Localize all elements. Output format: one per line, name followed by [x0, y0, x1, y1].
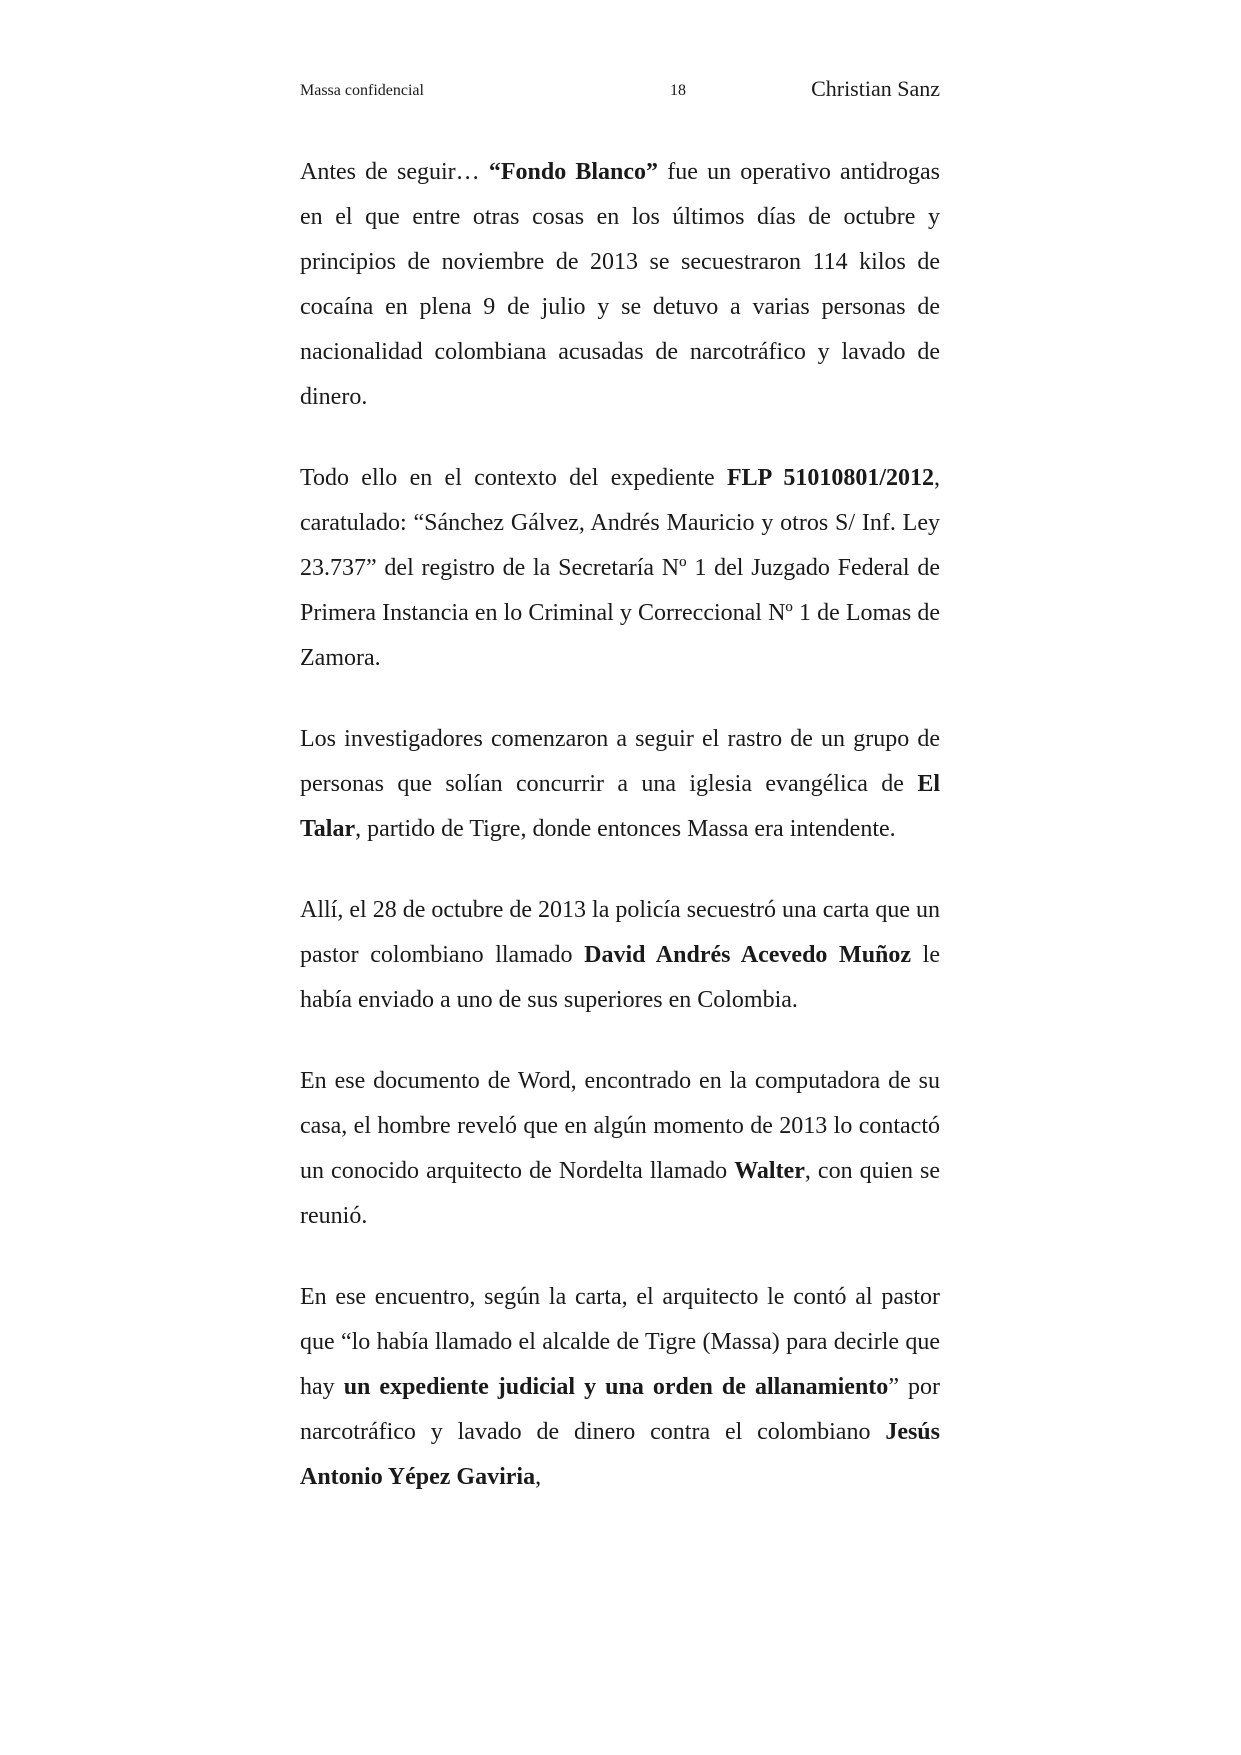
paragraph-text: Todo ello en el contexto del expediente	[300, 465, 728, 491]
paragraph-text: , caratulado: “Sánchez Gálvez, Andrés Mauricio y otros S/ Inf. Ley 23.737” del registro de la Secretaría Nº 1 del Juzgado Federal de Primera Instancia en lo Criminal y Correccional Nº 1 de Lomas de Zamora.	[300, 465, 940, 671]
paragraph-text: ,	[535, 1464, 542, 1490]
paragraph-text: En ese encuentro, según la carta, el arquitecto le contó al pastor que “lo había llamado el alcalde de Tigre (Massa) para decirle que hay	[300, 1284, 940, 1400]
paragraph	[300, 1059, 940, 1239]
bold-text: FLP 51010801/2012	[727, 465, 934, 491]
page-header	[300, 78, 940, 108]
bold-text: un expediente judicial y una orden de allanamiento	[343, 1374, 889, 1400]
paragraph	[300, 717, 940, 852]
bold-text: “Fondo Blanco”	[488, 159, 659, 185]
author-name: Christian Sanz	[811, 76, 940, 101]
paragraph-text: Allí, el 28 de octubre de 2013 la policía secuestró una carta que un pastor colombiano llamado	[300, 897, 940, 968]
bold-text: El Talar	[300, 771, 940, 842]
bold-text: Jesús Antonio Yépez Gaviria	[300, 1419, 940, 1490]
page-number: 18	[670, 82, 686, 99]
paragraph	[300, 456, 940, 681]
paragraph-text: fue un operativo antidrogas en el que entre otras cosas en los últimos días de octubre y principios de noviembre de 2013 se secuestraron 114 kilos de cocaína en plena 9 de julio y se detuvo a varias personas de nacionalidad colombiana acusadas de narcotráfico y lavado de dinero.	[300, 159, 941, 410]
paragraph-text: Los investigadores comenzaron a seguir el rastro de un grupo de personas que solían concurrir a una iglesia evangélica de	[300, 726, 940, 797]
paragraph-text: ” por narcotráfico y lavado de dinero contra el colombiano	[300, 1374, 940, 1445]
running-title: Massa confidencial	[300, 82, 424, 99]
paragraph	[300, 1275, 940, 1500]
paragraph-text: En ese documento de Word, encontrado en la computadora de su casa, el hombre reveló que en algún momento de 2013 lo contactó un conocido arquitecto de Nordelta llamado	[300, 1068, 940, 1184]
paragraph-text: , con quien se reunió.	[300, 1158, 941, 1229]
paragraph	[300, 150, 940, 420]
paragraph	[300, 888, 940, 1023]
paragraph-text: le había enviado a uno de sus superiores en Colombia.	[300, 942, 940, 1013]
bold-text: David Andrés Acevedo Muñoz	[584, 942, 912, 968]
document-body	[300, 150, 940, 1536]
bold-text: Walter	[734, 1158, 805, 1184]
paragraph-text: Antes de seguir…	[300, 159, 489, 185]
paragraph-text: , partido de Tigre, donde entonces Massa era intendente.	[355, 816, 896, 842]
